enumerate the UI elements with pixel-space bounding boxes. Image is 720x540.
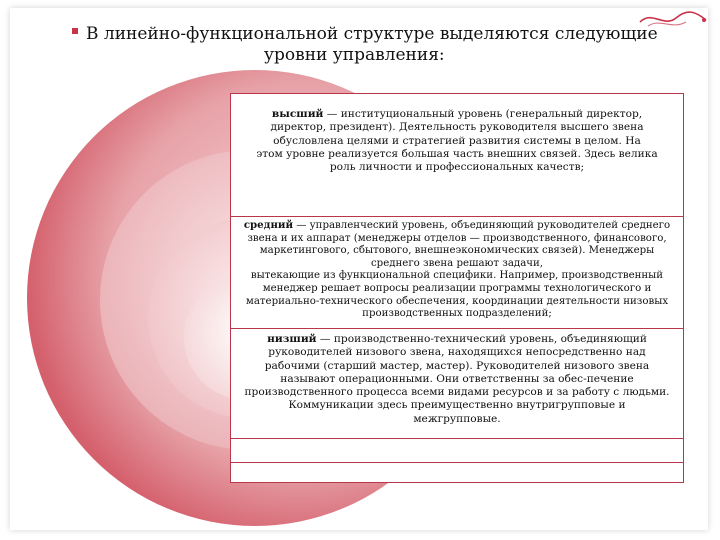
slide-title-line2: уровни управления: bbox=[264, 45, 445, 65]
level-line: производственных подразделений; bbox=[362, 308, 552, 320]
level-line: вытекающие из функциональной специфики. Например, производственный bbox=[250, 270, 664, 282]
level-term: низший bbox=[267, 333, 317, 345]
level-line bbox=[235, 219, 679, 233]
level-line: среднего звена решают задачи, bbox=[370, 257, 544, 269]
level-row-bottom bbox=[231, 328, 683, 438]
level-line: этом уровне реализуется большая часть внешних связей. Здесь велика bbox=[256, 147, 658, 160]
empty-row bbox=[231, 438, 683, 462]
level-line: руководителей низового звена, находящихся непосредственно над bbox=[268, 346, 646, 359]
level-line: роль личности и профессиональных качеств; bbox=[329, 161, 585, 174]
level-line: обусловлена целями и стратегией развития системы в целом. На bbox=[273, 134, 641, 147]
level-line: Коммуникации здесь преимущественно внутригрупповые и bbox=[288, 399, 626, 412]
level-line: материально-технического обеспечения, координации деятельности низовых bbox=[245, 295, 669, 307]
empty-row bbox=[231, 462, 683, 482]
levels-table bbox=[230, 93, 684, 483]
level-line: рабочими (старший мастер, мастер). Руководителей низового звена bbox=[264, 359, 650, 372]
level-line: звена и их аппарат (менеджеры отделов — производственного, финансового, bbox=[247, 232, 667, 244]
level-line: маркетингового, сбытового, внешнеэкономических связей). Менеджеры bbox=[259, 245, 655, 257]
level-term: высший bbox=[271, 108, 324, 120]
level-line bbox=[235, 108, 679, 121]
level-line bbox=[235, 333, 679, 346]
level-text: — институциональный уровень (генеральный директор, bbox=[323, 108, 643, 120]
slide-title-line1: В линейно-функциональной структуре выделяются следующие bbox=[86, 24, 658, 44]
level-line: межгрупповые. bbox=[413, 412, 501, 425]
level-line: производственного процесса всеми видами ресурсов и за работу с людьми. bbox=[244, 386, 670, 399]
level-line: директор, президент). Деятельность руководителя высшего звена bbox=[270, 121, 644, 134]
level-term: средний bbox=[243, 219, 294, 231]
level-line: менеджер решает вопросы реализации программы технологического и bbox=[262, 282, 652, 294]
level-row-top bbox=[231, 108, 683, 216]
level-text: — производственно-технический уровень, объединяющий bbox=[316, 333, 647, 345]
level-text: — управленческий уровень, объединяющий руководителей среднего bbox=[293, 220, 671, 231]
level-row-middle bbox=[231, 216, 683, 328]
level-line: называют операционными. Они ответственны за обес-печение bbox=[280, 372, 634, 385]
slide-title bbox=[40, 24, 680, 66]
